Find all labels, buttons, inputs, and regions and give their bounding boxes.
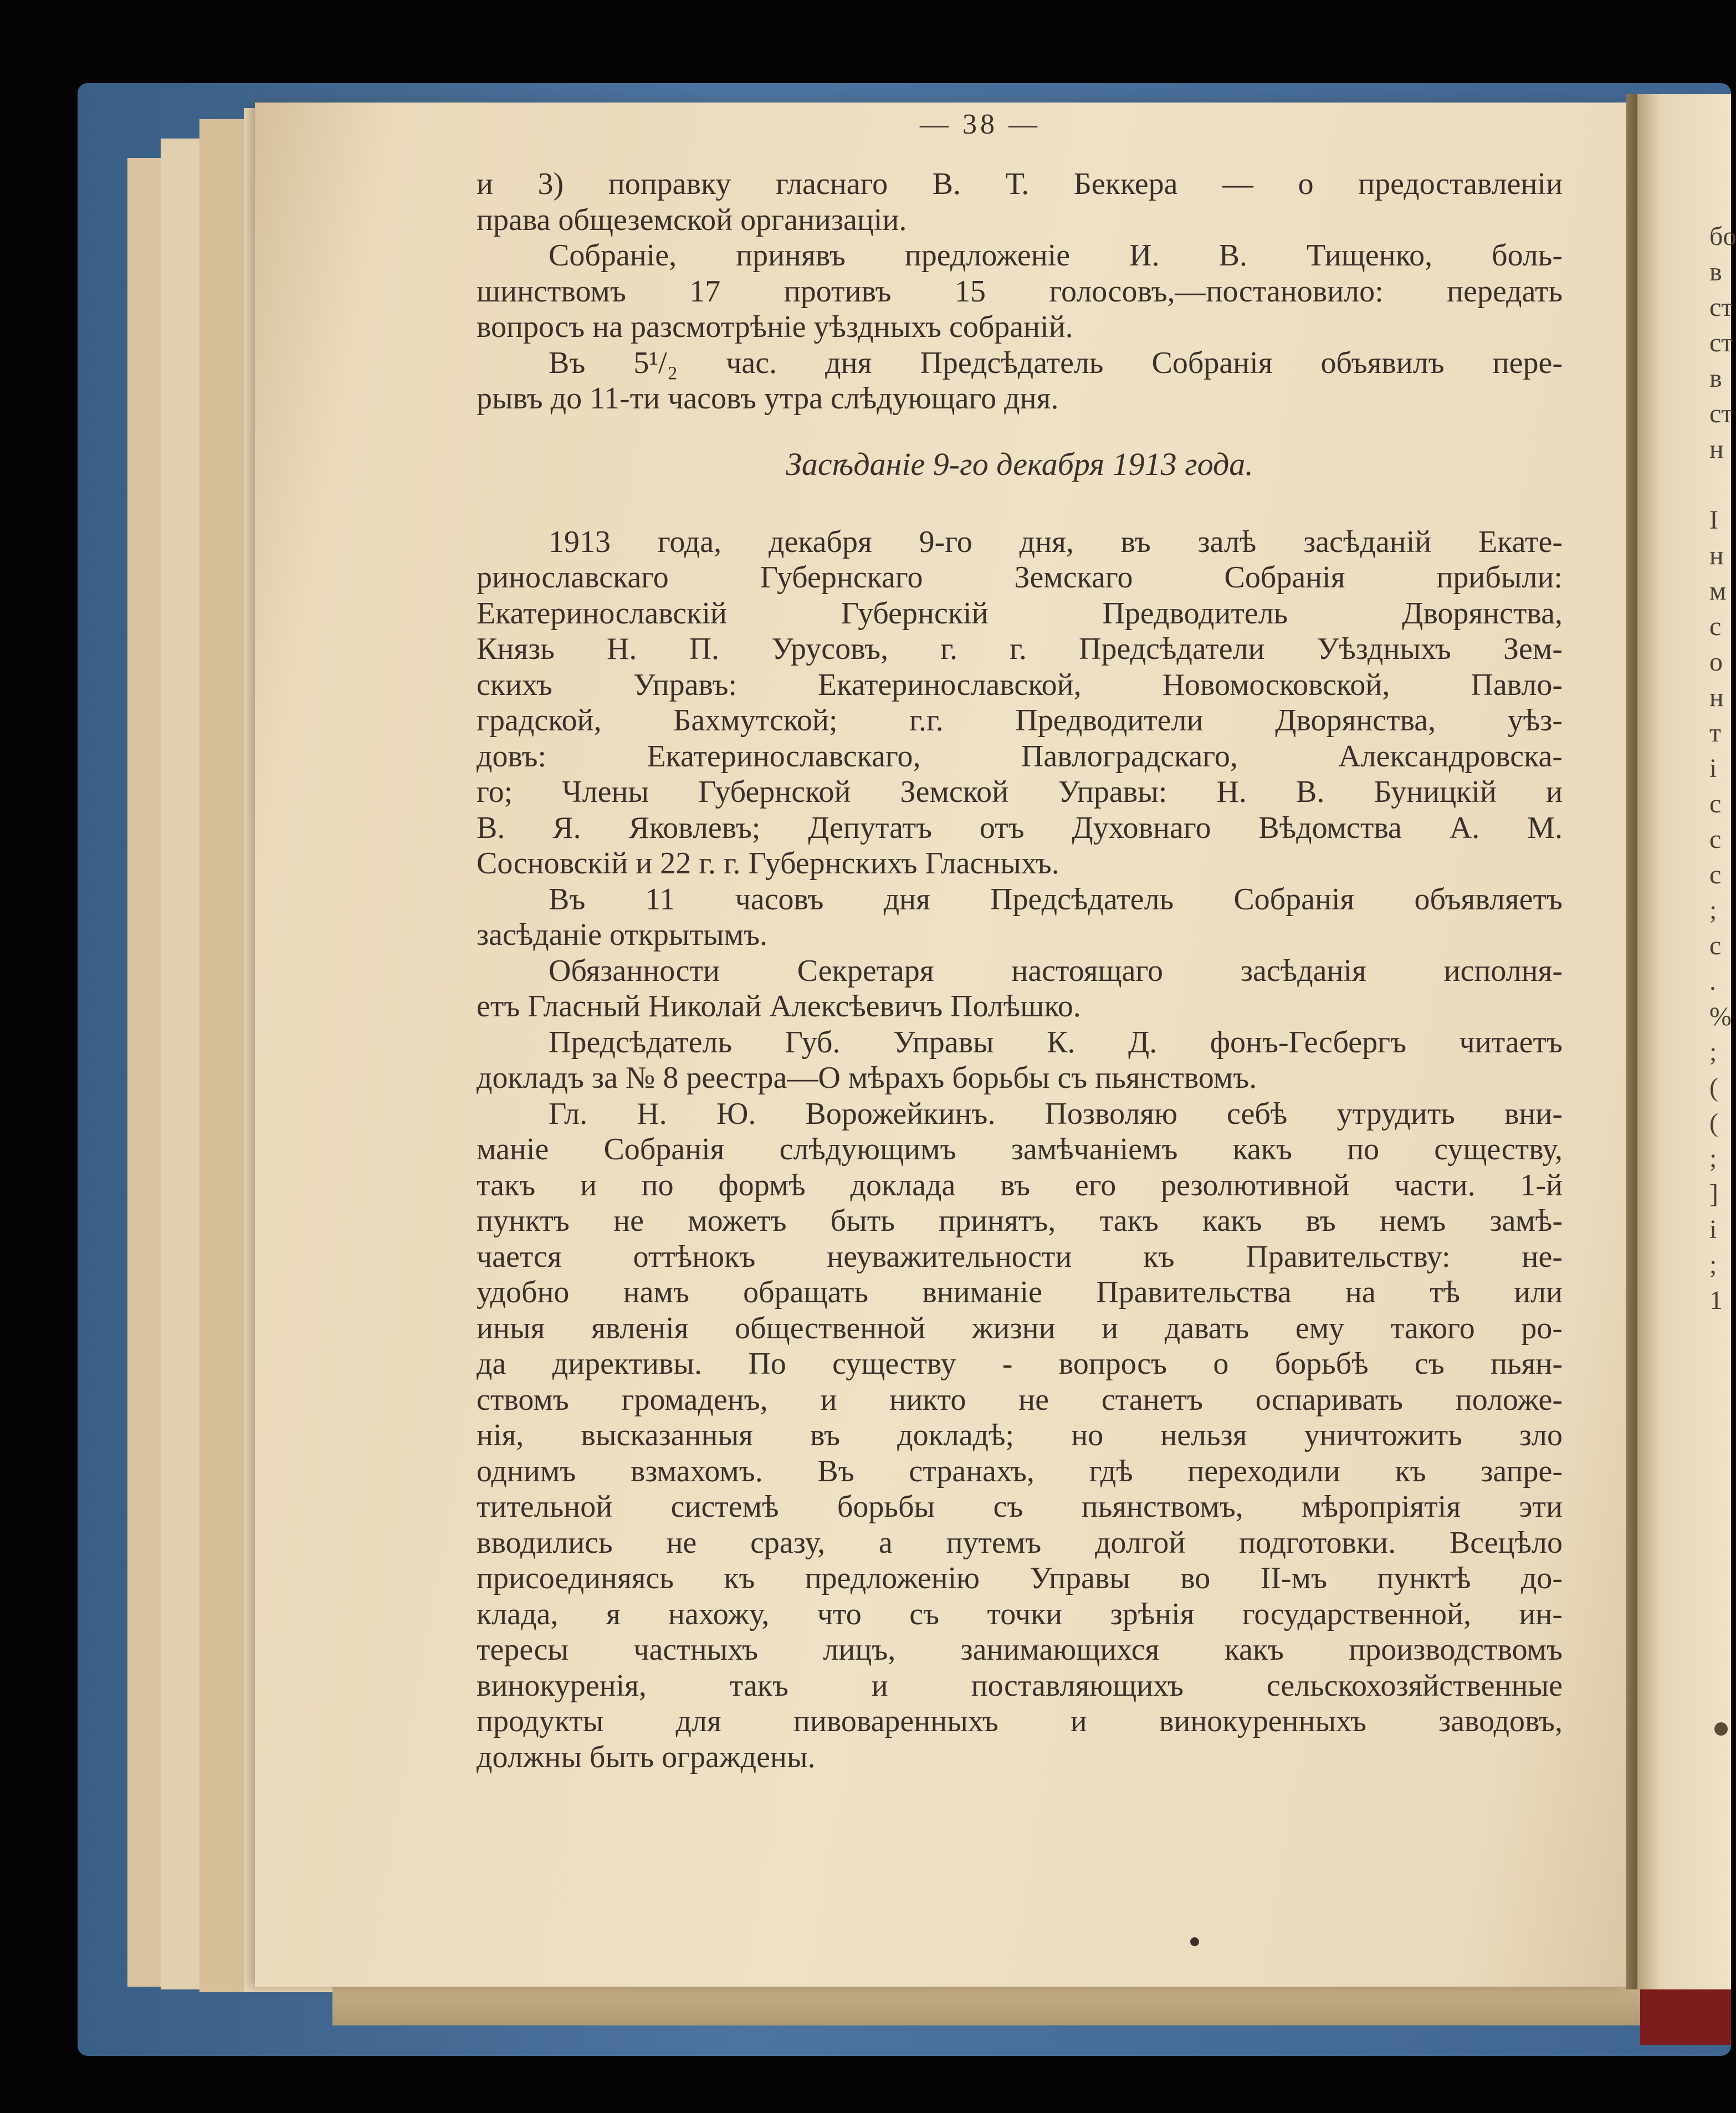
text-line: да директивы. По существу - вопросъ о борьбѣ съ пьян-	[477, 1347, 1563, 1381]
text-line: вопросъ на разсмотрѣніе уѣздныхъ собраній.	[477, 310, 1073, 344]
next-page-fragment: в	[1709, 364, 1722, 393]
text-line: должны быть ограждены.	[477, 1739, 816, 1774]
next-page-fragment: о	[1709, 647, 1723, 677]
text-line: 1913 года, декабря 9-го дня, въ залѣ засѣданій Екате-	[549, 524, 1563, 559]
next-page-fragment: м	[1709, 576, 1727, 606]
next-page-fragment: і	[1709, 1215, 1717, 1244]
paragraph-c	[477, 345, 1563, 417]
next-page-fragment: .	[1709, 966, 1716, 996]
next-page-fragment: ст	[1709, 399, 1733, 428]
text-line: градской, Бахмутской; г.г. Предводители Дворянства, уѣз-	[477, 703, 1563, 738]
text-line: засѣданіе открытымъ.	[477, 918, 768, 952]
next-page-fragment: н	[1709, 434, 1724, 464]
next-page-fragment: ;	[1709, 896, 1717, 925]
text-line: ринославскаго Губернскаго Земскаго Собранія прибыли:	[477, 560, 1563, 595]
next-page-fragment: с	[1709, 612, 1722, 641]
paragraph-e	[477, 882, 1563, 953]
page-text	[477, 166, 1563, 1775]
text-line: етъ Гласный Николай Алексѣевичъ Полѣшко.	[477, 989, 1081, 1024]
next-page-fragment: I	[1709, 505, 1718, 535]
paragraph-d	[477, 524, 1563, 882]
text-line: Собраніе, принявъ предложеніе И. В. Тищенко, боль-	[549, 238, 1563, 273]
text-line: Сосновскій и 22 г. г. Губернскихъ Гласныхъ.	[477, 846, 1059, 881]
next-page-fragment: н	[1709, 541, 1724, 570]
text-line: рывъ до 11-ти часовъ утра слѣдующаго дня.	[477, 381, 1059, 416]
text-line: Гл. Н. Ю. Ворожейкинъ. Позволяю себѣ утрудить вни-	[549, 1096, 1563, 1131]
text-line: Обязанности Секретаря настоящаго засѣданія исполня-	[549, 953, 1563, 988]
next-page-fragment: с	[1709, 931, 1722, 960]
text-line: Предсѣдатель Губ. Управы К. Д. фонъ-Гесбергъ читаетъ	[549, 1025, 1563, 1060]
text-line: довъ: Екатеринославскаго, Павлоградскаго, Александровска-	[477, 739, 1563, 774]
text-line: маніе Собранія слѣдующимъ замѣчаніемъ какъ по существу,	[477, 1132, 1563, 1167]
text-line: го; Члены Губернской Земской Управы: Н. В. Буницкій и	[477, 775, 1563, 809]
next-page-fragment: ;	[1709, 1250, 1717, 1280]
page-number: — 38 —	[920, 109, 1041, 140]
text-line: шинствомъ 17 противъ 15 голосовъ,—постановило: передать	[477, 274, 1563, 309]
text-line: пунктъ не можетъ быть принятъ, такъ какъ въ немъ замѣ-	[477, 1204, 1563, 1238]
next-page-fragment: і	[1709, 754, 1717, 783]
next-page-fragment: с	[1709, 860, 1722, 889]
next-page-fragment: (	[1709, 1108, 1718, 1138]
text-line: тительной системѣ борьбы съ пьянствомъ, мѣропріятія эти	[477, 1490, 1563, 1524]
text-line: чается оттѣнокъ неуважительности къ Правительству: не-	[477, 1239, 1563, 1274]
next-page-fragment: ]	[1709, 1179, 1718, 1209]
text-line: нія, высказанныя въ докладѣ; но нельзя уничтожить зло	[477, 1418, 1563, 1452]
text-line: ствомъ громаденъ, и никто не станетъ оспаривать положе-	[477, 1382, 1563, 1417]
text-line: присоединяясь къ предложенію Управы во II-мъ пунктѣ до-	[477, 1561, 1563, 1595]
next-page-fragment: ст	[1709, 293, 1733, 322]
ink-speck	[1714, 1722, 1728, 1736]
next-page-fragment: т	[1709, 718, 1721, 748]
text-line: тересы частныхъ лицъ, занимающихся какъ производствомъ	[477, 1633, 1563, 1667]
paragraph-f	[477, 953, 1563, 1025]
next-page-fragment: ;	[1709, 1144, 1717, 1173]
text-line: и 3) поправку гласнаго В. Т. Беккера — о предоставленіи	[477, 167, 1563, 201]
paragraph-b	[477, 238, 1563, 345]
text-line: В. Я. Яковлевъ; Депутатъ отъ Духовнаго Вѣдомства А. М.	[477, 810, 1563, 845]
next-page-fragment: н	[1709, 683, 1724, 712]
next-page-fragment: с	[1709, 789, 1722, 818]
text-line: Въ 11 часовъ дня Предсѣдатель Собранія объявляетъ	[549, 882, 1563, 917]
paragraph-a	[477, 166, 1563, 238]
text-line: Екатеринославскій Губернскій Предводитель Дворянства,	[477, 596, 1563, 631]
next-page-fragment: бо	[1709, 222, 1736, 251]
text-line: винокуренія, такъ и поставляющихъ сельскохозяйственные	[477, 1668, 1563, 1703]
text-line: клада, я нахожу, что съ точки зрѣнія государственной, ин-	[477, 1597, 1563, 1631]
text-line: Въ 5¹/₂ час. дня Предсѣдатель Собранія объявилъ пере-	[549, 345, 1563, 380]
next-page-fragment: (	[1709, 1073, 1718, 1102]
text-line: Князь Н. П. Урусовъ, г. г. Предсѣдатели Уѣздныхъ Зем-	[477, 632, 1563, 666]
text-line: вводились не сразу, а путемъ долгой подготовки. Всецѣло	[477, 1525, 1563, 1560]
section-heading: Засѣданіе 9-го декабря 1913 года.	[786, 446, 1253, 482]
text-line: докладъ за № 8 реестра—О мѣрахъ борьбы съ пьянствомъ.	[477, 1061, 1257, 1095]
next-page-fragment: с	[1709, 825, 1722, 854]
text-line: такъ и по формѣ доклада въ его резолютивной части. 1-й	[477, 1168, 1563, 1203]
text-line: иныя явленія общественной жизни и давать ему такого ро-	[477, 1311, 1563, 1345]
next-page-fragment: ;	[1709, 1037, 1717, 1067]
text-line: скихъ Управъ: Екатеринославской, Новомосковской, Павло-	[477, 667, 1563, 702]
ink-speck	[1190, 1937, 1199, 1946]
text-line: продукты для пивоваренныхъ и винокуренныхъ заводовъ,	[477, 1704, 1563, 1738]
text-line: удобно намъ обращать вниманіе Правительства на тѣ или	[477, 1275, 1563, 1309]
next-page-text-fragments	[1709, 219, 1736, 1318]
paragraph-h	[477, 1096, 1563, 1776]
next-page-fragment: 1	[1709, 1286, 1723, 1315]
text-line: однимъ взмахомъ. Въ странахъ, гдѣ переходили къ запре-	[477, 1454, 1563, 1488]
text-line: права общеземской организаціи.	[477, 202, 907, 237]
next-page-fragment	[1709, 467, 1732, 503]
next-page-fragment: ст	[1709, 328, 1733, 357]
next-page-fragment: в	[1709, 257, 1722, 286]
next-page-fragment: %	[1709, 1002, 1732, 1031]
paragraph-g	[477, 1025, 1563, 1096]
